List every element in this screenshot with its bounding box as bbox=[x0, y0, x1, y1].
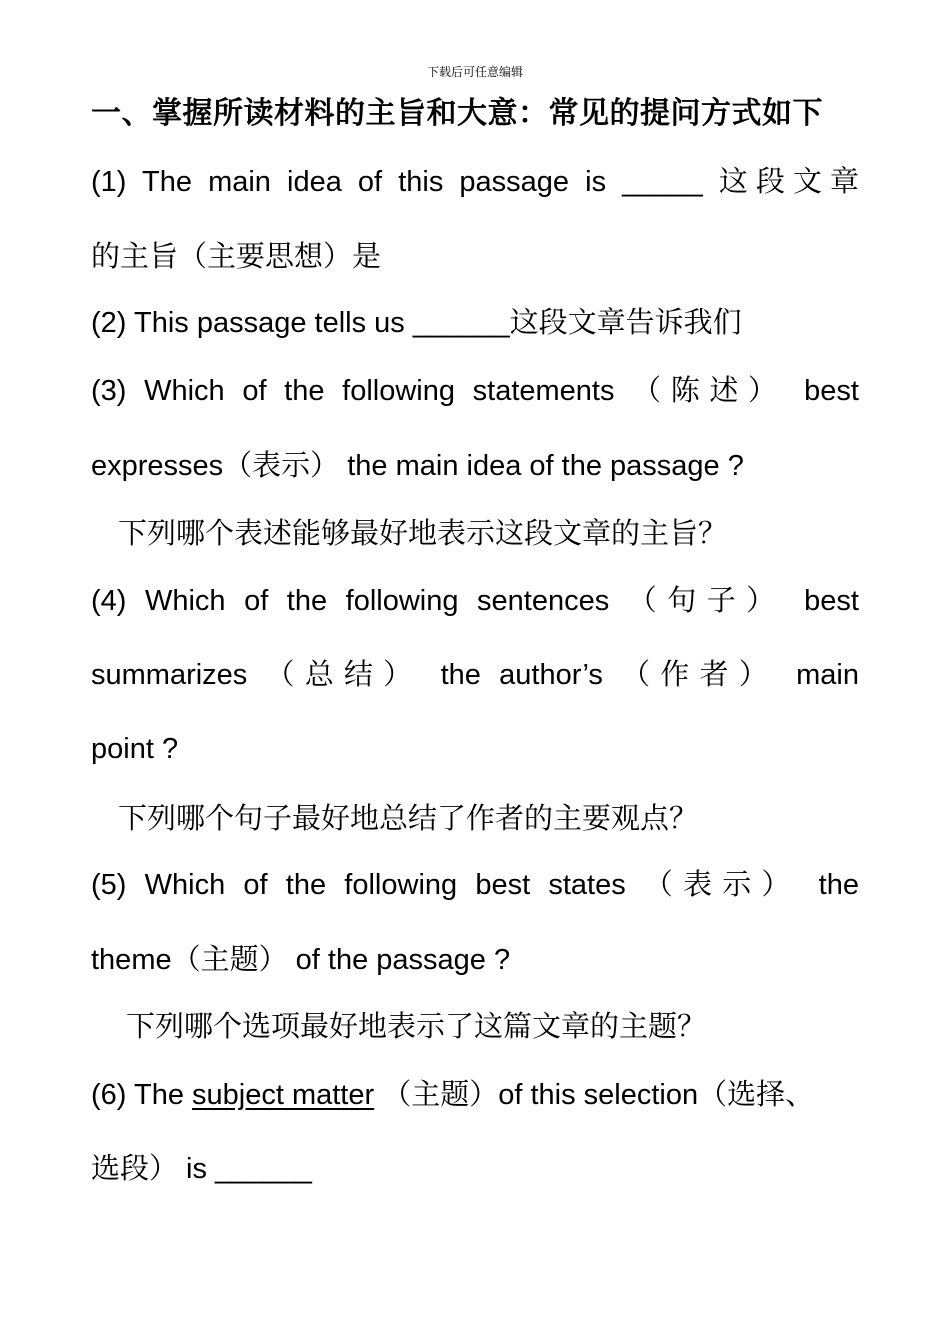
page-header: 下载后可任意编辑 bbox=[426, 65, 523, 79]
question-6-underlined-term: subject matter bbox=[192, 1079, 375, 1111]
question-1-line-2: 的主旨（主要思想）是 bbox=[91, 241, 382, 273]
question-1-line-1: (1) The main idea of this passage is _____ 这段文章 bbox=[91, 166, 859, 198]
question-3-line-2: expresses（表示） the main idea of the passage ? bbox=[91, 450, 744, 482]
question-4-translation: 下列哪个句子最好地总结了作者的主要观点？ bbox=[118, 801, 699, 835]
question-6-prefix: (6) The bbox=[91, 1079, 193, 1111]
question-4-line-2: summarizes （总结） the author’s （作者） main bbox=[91, 659, 859, 691]
question-3-translation: 下列哪个表述能够最好地表示这段文章的主旨？ bbox=[118, 516, 728, 550]
question-6-line-2: 选段） is ______ bbox=[91, 1153, 312, 1185]
question-6-suffix: （主题）of this selection（选择、 bbox=[374, 1079, 815, 1111]
question-5-line-1: (5) Which of the following best states （表示） the bbox=[91, 869, 859, 901]
question-3-line-1: (3) Which of the following statements （陈述） best bbox=[91, 375, 859, 407]
question-5-line-2: theme（主题） of the passage ? bbox=[91, 944, 511, 976]
section-title: 一、掌握所读材料的主旨和大意：常见的提问方式如下 bbox=[91, 97, 823, 130]
question-4-line-1: (4) Which of the following sentences （句子） best bbox=[91, 585, 859, 617]
question-2-line-1: (2) This passage tells us ______这段文章告诉我们 bbox=[91, 307, 742, 339]
question-6-line-1 bbox=[91, 1075, 881, 1115]
question-4-line-3: point ? bbox=[91, 733, 179, 765]
question-5-translation: 下列哪个选项最好地表示了这篇文章的主题？ bbox=[126, 1009, 707, 1043]
